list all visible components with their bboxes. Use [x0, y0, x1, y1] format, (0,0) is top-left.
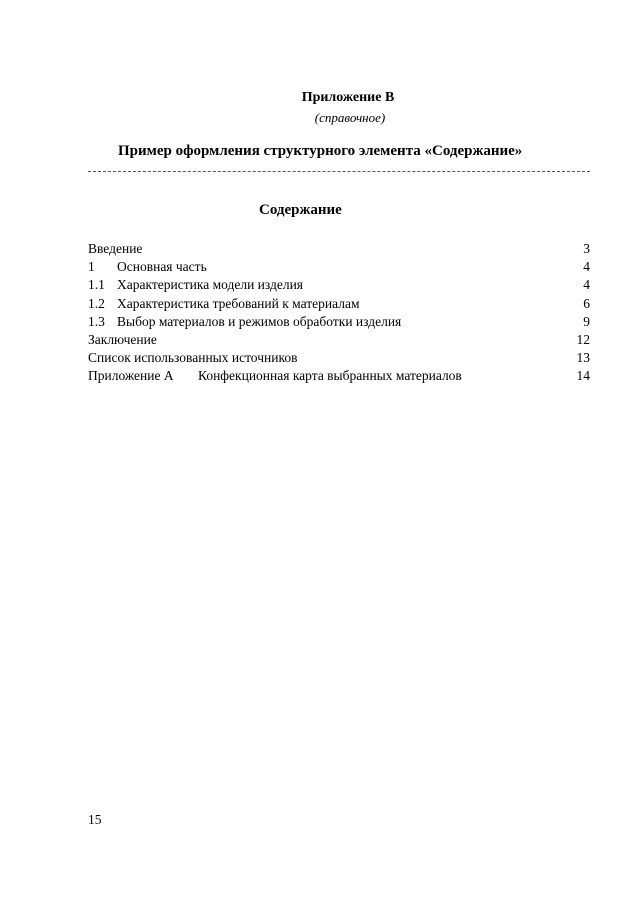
toc-entry-page: 6: [583, 295, 590, 311]
toc-entry-text: Список использованных источников: [88, 350, 298, 366]
toc-entry-text: Характеристика модели изделия: [117, 277, 304, 293]
toc-entry-page: 14: [576, 368, 590, 384]
toc-entry: [88, 276, 590, 294]
toc-entry-page: 13: [576, 350, 590, 366]
table-of-contents: [88, 240, 590, 386]
toc-entry: [88, 313, 590, 331]
toc-entry-text: Выбор материалов и режимов обработки изделия: [117, 313, 402, 329]
toc-entry: [88, 367, 590, 385]
toc-entry-number: 1.2: [88, 295, 105, 311]
toc-entry-text: Заключение: [88, 331, 157, 347]
toc-entry: [88, 331, 590, 349]
example-heading: Пример оформления структурного элемента «Содержание»: [118, 143, 523, 159]
page-number: 15: [88, 812, 102, 827]
separator-line: [88, 171, 590, 172]
toc-entry-text: Введение: [88, 241, 143, 256]
toc-entry-number: 1.3: [88, 313, 105, 329]
toc-entry-number: 1: [88, 259, 95, 275]
toc-entry: [88, 349, 590, 367]
toc-entry-number: 1.1: [88, 277, 105, 293]
appendix-subtitle: (справочное): [314, 110, 386, 125]
toc-entry: [88, 258, 590, 276]
toc-entry-page: 9: [583, 313, 590, 329]
toc-entry-text: Основная часть: [117, 259, 207, 275]
toc-entry-page: 3: [583, 241, 590, 256]
contents-title: Содержание: [259, 202, 342, 218]
toc-entry: [88, 240, 590, 258]
toc-entry-page: 4: [583, 259, 590, 275]
appendix-title: Приложение В: [301, 90, 395, 105]
toc-entry-page: 4: [583, 277, 590, 293]
toc-entry: [88, 295, 590, 313]
toc-entry-text: Конфекционная карта выбранных материалов: [198, 368, 462, 384]
toc-entry-page: 12: [576, 331, 590, 347]
toc-entry-text: Характеристика требований к материалам: [117, 295, 360, 311]
toc-entry-number: Приложение А: [88, 368, 174, 384]
